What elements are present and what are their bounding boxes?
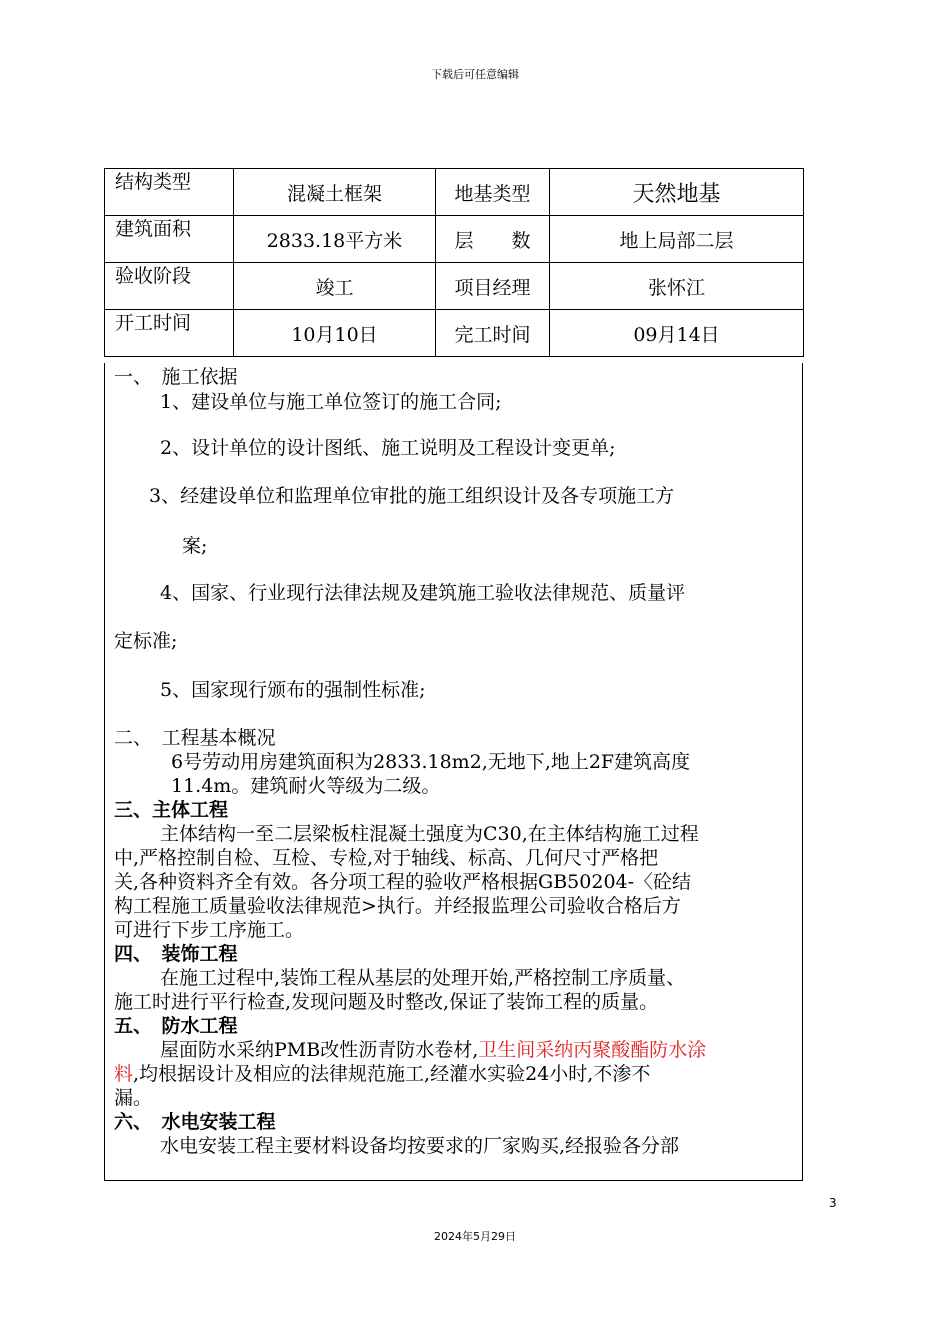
paragraph-line: 案; bbox=[182, 535, 208, 557]
label-cell: 完工时间 bbox=[436, 310, 550, 357]
highlighted-text: 料 bbox=[114, 1063, 134, 1085]
label-cell: 开工时间 bbox=[105, 310, 234, 357]
table-row bbox=[105, 310, 804, 357]
value-cell: 张怀江 bbox=[550, 263, 804, 310]
value-cell: 地上局部二层 bbox=[550, 216, 804, 263]
label-cell: 项目经理 bbox=[436, 263, 550, 310]
page-header: 下载后可任意编辑 bbox=[431, 68, 519, 81]
paragraph-line: 定标准; bbox=[114, 630, 178, 652]
report-body bbox=[104, 363, 803, 1181]
project-info-table bbox=[104, 168, 804, 357]
table-row bbox=[105, 263, 804, 310]
paragraph-line: 水电安装工程主要材料设备均按要求的厂家购买,经报验各分部 bbox=[160, 1135, 680, 1157]
label-cell: 结构类型 bbox=[105, 169, 234, 216]
paragraph-line: 漏。 bbox=[114, 1087, 153, 1109]
paragraph-line: 在施工过程中,装饰工程从基层的处理开始,严格控制工序质量、 bbox=[160, 967, 686, 989]
value-cell: 天然地基 bbox=[550, 169, 804, 216]
text-segment: ,均根据设计及相应的法律规范施工,经灌水实验24小时,不渗不 bbox=[133, 1063, 651, 1085]
paragraph-line: 施工时进行平行检查,发现问题及时整改,保证了装饰工程的质量。 bbox=[114, 991, 659, 1013]
section-title: 六、 水电安装工程 bbox=[114, 1111, 276, 1133]
label-cell: 验收阶段 bbox=[105, 263, 234, 310]
section-title: 一、 施工依据 bbox=[114, 366, 238, 388]
paragraph-line bbox=[114, 1062, 650, 1086]
paragraph-line: 6号劳动用房建筑面积为2833.18m2,无地下,地上2F建筑高度 bbox=[171, 751, 691, 773]
label-cell: 建筑面积 bbox=[105, 216, 234, 263]
label-cell: 地基类型 bbox=[436, 169, 550, 216]
paragraph-line: 11.4m。建筑耐火等级为二级。 bbox=[171, 775, 441, 797]
section-title: 四、 装饰工程 bbox=[114, 943, 238, 965]
paragraph-line: 1、建设单位与施工单位签订的施工合同; bbox=[160, 391, 502, 413]
paragraph-line: 主体结构一至二层梁板柱混凝土强度为C30,在主体结构施工过程 bbox=[160, 823, 699, 845]
table-row bbox=[105, 169, 804, 216]
page-footer: 2024年5月29日 bbox=[434, 1230, 516, 1243]
section-title: 三、主体工程 bbox=[114, 799, 229, 821]
paragraph-line: 3、经建设单位和监理单位审批的施工组织设计及各专项施工方 bbox=[149, 485, 675, 507]
paragraph-line bbox=[160, 1038, 706, 1062]
value-cell: 10月10日 bbox=[234, 310, 436, 357]
highlighted-text: 卫生间采纳丙聚酸酯防水涂 bbox=[478, 1039, 707, 1061]
section-title: 二、 工程基本概况 bbox=[114, 727, 276, 749]
paragraph-line: 2、设计单位的设计图纸、施工说明及工程设计变更单; bbox=[160, 437, 616, 459]
page-number: 3 bbox=[829, 1196, 837, 1210]
paragraph-line: 中,严格控制自检、互检、专检,对于轴线、标高、几何尺寸严格把 bbox=[114, 847, 659, 869]
label-cell: 层 数 bbox=[436, 216, 550, 263]
value-cell: 混凝土框架 bbox=[234, 169, 436, 216]
paragraph-line: 4、国家、行业现行法律法规及建筑施工验收法律规范、质量评 bbox=[160, 582, 686, 604]
value-cell: 09月14日 bbox=[550, 310, 804, 357]
table-row bbox=[105, 216, 804, 263]
paragraph-line: 5、国家现行颁布的强制性标准; bbox=[160, 679, 426, 701]
value-cell: 2833.18平方米 bbox=[234, 216, 436, 263]
paragraph-line: 构工程施工质量验收法律规范>执行。并经报监理公司验收合格后方 bbox=[114, 895, 681, 917]
value-cell: 竣工 bbox=[234, 263, 436, 310]
paragraph-line: 关,各种资料齐全有效。各分项工程的验收严格根据GB50204-〈砼结 bbox=[114, 871, 692, 893]
text-segment: 屋面防水采纳PMB改性沥青防水卷材, bbox=[160, 1039, 479, 1061]
section-title: 五、 防水工程 bbox=[114, 1015, 238, 1037]
paragraph-line: 可进行下步工序施工。 bbox=[114, 919, 305, 941]
